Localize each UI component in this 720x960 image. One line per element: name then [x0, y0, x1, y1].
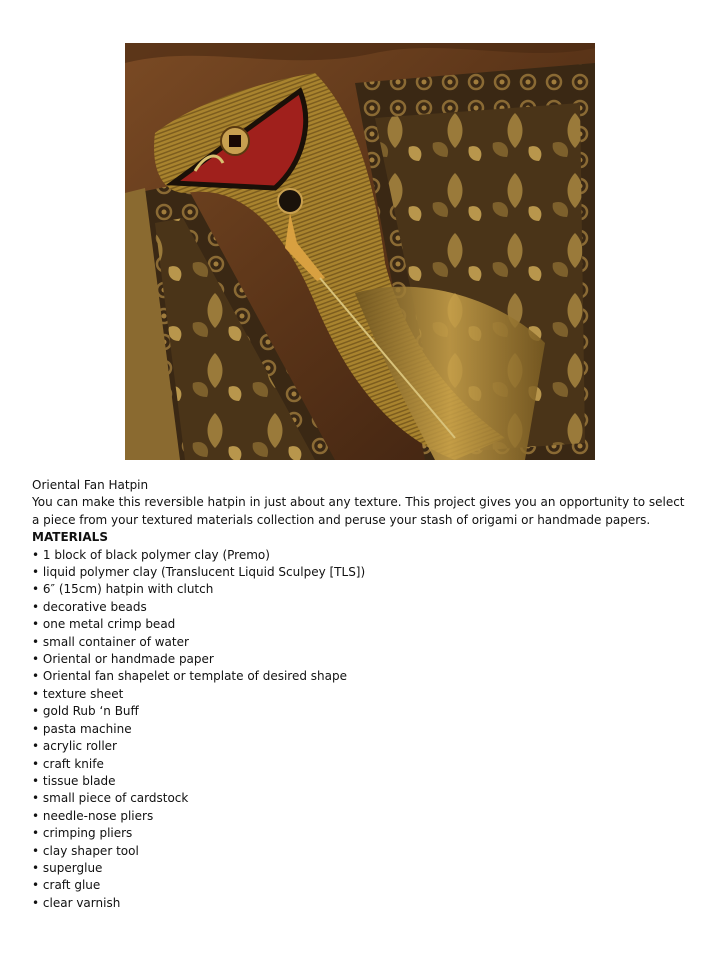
project-intro: You can make this reversible hatpin in just about any texture. This project gives you an opportunity to select a piece from your textured materials collection and peruse your stash of origami or handmade papers. [32, 495, 685, 527]
materials-list-item: • 1 block of black polymer clay (Premo) [32, 547, 692, 564]
materials-list-item: • pasta machine [32, 721, 692, 738]
materials-list-item: • decorative beads [32, 599, 692, 616]
project-title: Oriental Fan Hatpin [32, 478, 149, 492]
materials-heading: MATERIALS [32, 530, 108, 545]
materials-list-item: • gold Rub ‘n Buff [32, 703, 692, 720]
materials-list-item: • craft knife [32, 756, 692, 773]
materials-list [32, 547, 692, 913]
materials-list-item: • crimping pliers [32, 825, 692, 842]
hatpin-photo-illustration [125, 43, 595, 460]
hatpin-photo [125, 43, 595, 460]
article-text [32, 477, 692, 912]
materials-list-item: • clay shaper tool [32, 843, 692, 860]
materials-list-item: • liquid polymer clay (Translucent Liquid Sculpey [TLS]) [32, 564, 692, 581]
materials-list-item: • craft glue [32, 877, 692, 894]
materials-list-item: • acrylic roller [32, 738, 692, 755]
materials-list-item: • small piece of cardstock [32, 790, 692, 807]
materials-list-item: • superglue [32, 860, 692, 877]
materials-list-item: • tissue blade [32, 773, 692, 790]
materials-list-item: • small container of water [32, 634, 692, 651]
materials-list-item: • one metal crimp bead [32, 616, 692, 633]
materials-list-item: • 6″ (15cm) hatpin with clutch [32, 581, 692, 598]
materials-list-item: • clear varnish [32, 895, 692, 912]
materials-list-item: • needle-nose pliers [32, 808, 692, 825]
materials-list-item: • texture sheet [32, 686, 692, 703]
materials-list-item: • Oriental fan shapelet or template of desired shape [32, 668, 692, 685]
materials-list-item: • Oriental or handmade paper [32, 651, 692, 668]
